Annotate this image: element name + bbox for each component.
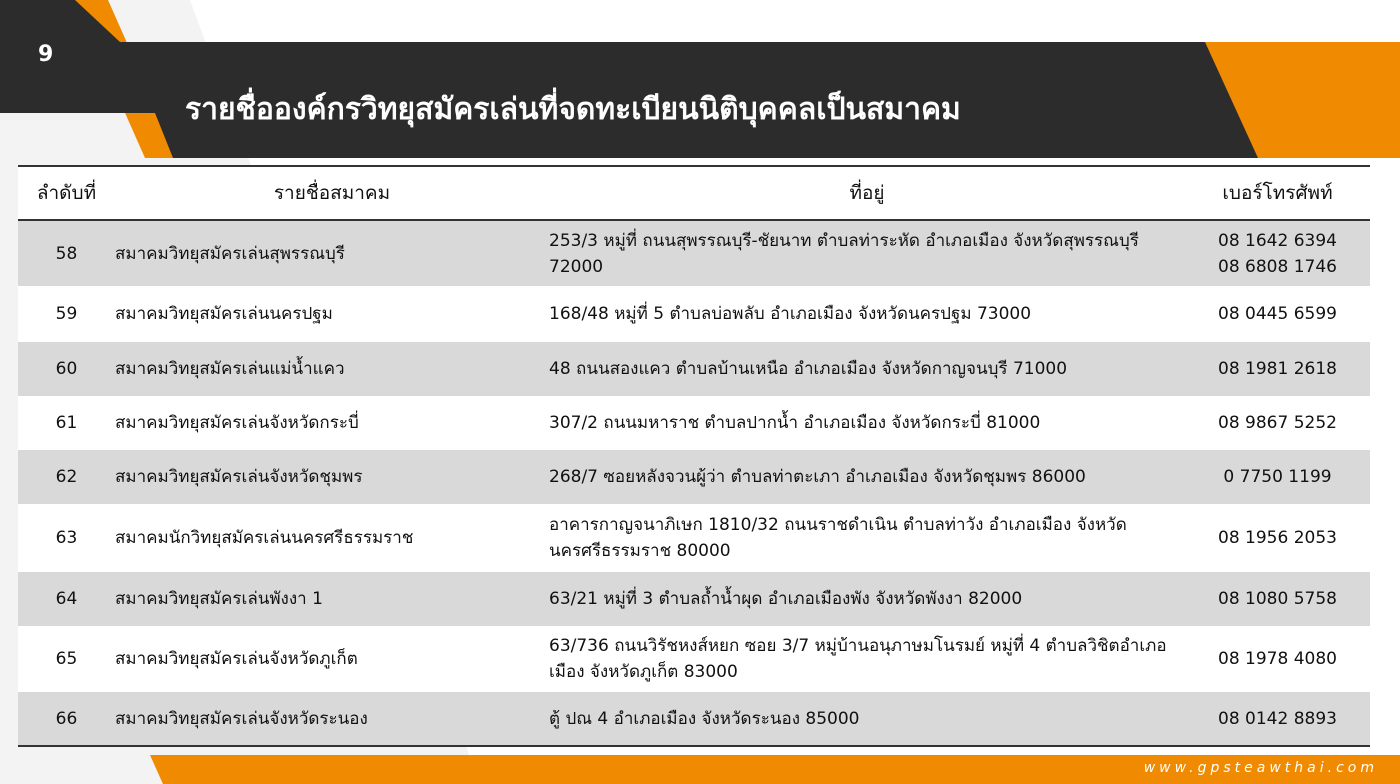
association-name: สมาคมวิทยุสมัครเล่นจังหวัดภูเก็ต <box>115 626 549 692</box>
association-phone: 08 1956 2053 <box>1185 504 1370 572</box>
page-title: รายชื่อองค์กรวิทยุสมัครเล่นที่จดทะเบียนนิติบุคคลเป็นสมาคม <box>185 92 961 127</box>
row-number: 61 <box>18 396 115 450</box>
association-phone: 08 0142 8893 <box>1185 692 1370 746</box>
association-phone: 08 1080 5758 <box>1185 572 1370 626</box>
association-name: สมาคมวิทยุสมัครเล่นแม่น้ำแคว <box>115 342 549 396</box>
association-address: 168/48 หมู่ที่ 5 ตำบลบ่อพลับ อำเภอเมือง จังหวัดนครปฐม 73000 <box>549 286 1185 342</box>
header-number: ลำดับที่ <box>18 166 115 220</box>
association-phone: 08 1642 6394 08 6808 1746 <box>1185 220 1370 286</box>
table-row <box>18 342 1370 396</box>
table-row <box>18 572 1370 626</box>
row-number: 65 <box>18 626 115 692</box>
page-number: 9 <box>38 42 54 67</box>
association-phone: 0 7750 1199 <box>1185 450 1370 504</box>
row-number: 59 <box>18 286 115 342</box>
table-row <box>18 504 1370 572</box>
association-address: 253/3 หมู่ที่ ถนนสุพรรณบุรี-ชัยนาท ตำบลท่าระหัด อำเภอเมือง จังหวัดสุพรรณบุรี 72000 <box>549 220 1185 286</box>
association-name: สมาคมวิทยุสมัครเล่นจังหวัดกระบี่ <box>115 396 549 450</box>
association-table <box>18 165 1370 747</box>
row-number: 64 <box>18 572 115 626</box>
association-name: สมาคมวิทยุสมัครเล่นพังงา 1 <box>115 572 549 626</box>
row-number: 66 <box>18 692 115 746</box>
table-row <box>18 220 1370 286</box>
header-address: ที่อยู่ <box>549 166 1185 220</box>
association-phone: 08 9867 5252 <box>1185 396 1370 450</box>
association-name: สมาคมนักวิทยุสมัครเล่นนครศรีธรรมราช <box>115 504 549 572</box>
header-phone: เบอร์โทรศัพท์ <box>1185 166 1370 220</box>
row-number: 62 <box>18 450 115 504</box>
table-row <box>18 396 1370 450</box>
association-name: สมาคมวิทยุสมัครเล่นนครปฐม <box>115 286 549 342</box>
header-name: รายชื่อสมาคม <box>115 166 549 220</box>
website-url: www.gpsteawthai.com <box>1143 760 1378 776</box>
table-row <box>18 626 1370 692</box>
association-phone: 08 1981 2618 <box>1185 342 1370 396</box>
association-phone: 08 0445 6599 <box>1185 286 1370 342</box>
association-address: 63/736 ถนนวิรัชหงส์หยก ซอย 3/7 หมู่บ้านอนุภาษมโนรมย์ หมู่ที่ 4 ตำบลวิชิตอำเภอเมือง จังหวัดภูเก็ต 83000 <box>549 626 1185 692</box>
table-row <box>18 286 1370 342</box>
row-number: 60 <box>18 342 115 396</box>
association-address: 48 ถนนสองแคว ตำบลบ้านเหนือ อำเภอเมือง จังหวัดกาญจนบุรี 71000 <box>549 342 1185 396</box>
association-address: อาคารกาญจนาภิเษก 1810/32 ถนนราชดำเนิน ตำบลท่าวัง อำเภอเมือง จังหวัดนครศรีธรรมราช 80000 <box>549 504 1185 572</box>
association-phone: 08 1978 4080 <box>1185 626 1370 692</box>
association-name: สมาคมวิทยุสมัครเล่นสุพรรณบุรี <box>115 220 549 286</box>
row-number: 63 <box>18 504 115 572</box>
table-row <box>18 450 1370 504</box>
association-name: สมาคมวิทยุสมัครเล่นจังหวัดระนอง <box>115 692 549 746</box>
table-row <box>18 692 1370 746</box>
association-address: 63/21 หมู่ที่ 3 ตำบลถ้ำน้ำผุด อำเภอเมืองพัง จังหวัดพังงา 82000 <box>549 572 1185 626</box>
association-address: ตู้ ปณ 4 อำเภอเมือง จังหวัดระนอง 85000 <box>549 692 1185 746</box>
association-address: 307/2 ถนนมหาราช ตำบลปากน้ำ อำเภอเมือง จังหวัดกระบี่ 81000 <box>549 396 1185 450</box>
association-name: สมาคมวิทยุสมัครเล่นจังหวัดชุมพร <box>115 450 549 504</box>
row-number: 58 <box>18 220 115 286</box>
table-header-row <box>18 166 1370 220</box>
association-address: 268/7 ซอยหลังจวนผู้ว่า ตำบลท่าตะเภา อำเภอเมือง จังหวัดชุมพร 86000 <box>549 450 1185 504</box>
